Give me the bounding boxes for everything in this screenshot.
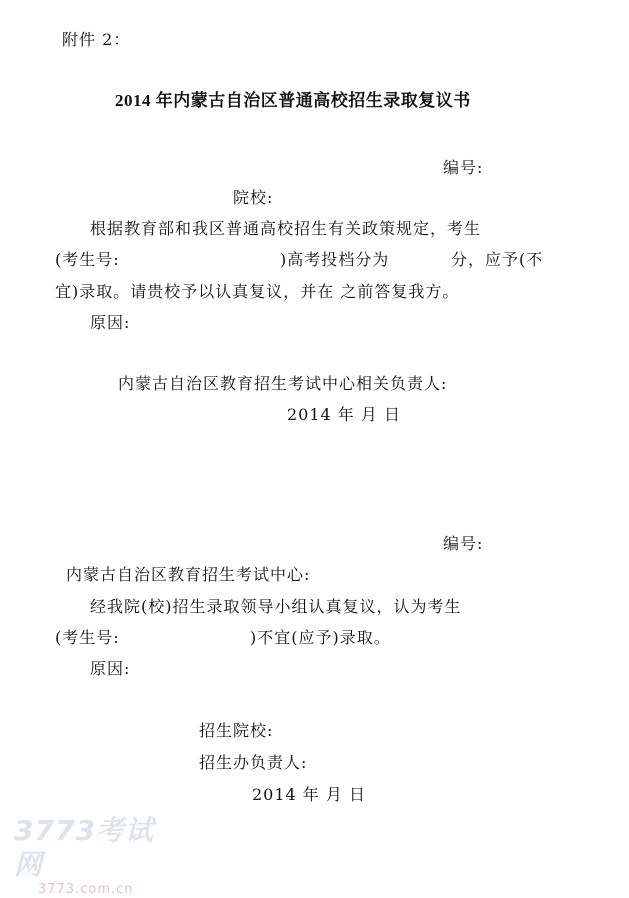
site-watermark xyxy=(14,814,174,897)
form2-number-label: 编号: xyxy=(443,534,484,553)
form1-addressee: 院校: xyxy=(233,188,274,207)
form1-date: 2014 年 月 日 xyxy=(287,405,401,424)
form2-body-line1: 经我院(校)招生录取领导小组认真复议，认为考生 xyxy=(90,597,462,616)
form1-admission-text: 分，应予(不 xyxy=(451,250,544,269)
form2-candidate-number-label: (考生号: xyxy=(55,628,120,647)
watermark-logo-text: 3773考试网 xyxy=(14,814,154,881)
watermark-url: 3773.com.cn xyxy=(38,882,134,897)
document-title: 2014 年内蒙古自治区普通高校招生录取复议书 xyxy=(115,91,471,110)
form1-body-line3: 宜)录取。请贵校予以认真复议，并在 之前答复我方。 xyxy=(55,282,460,301)
form1-body-line1: 根据教育部和我区普通高校招生有关政策规定，考生 xyxy=(90,219,482,238)
form2-addressee: 内蒙古自治区教育招生考试中心: xyxy=(66,565,311,584)
attachment-label: 附件 2： xyxy=(62,30,131,49)
form2-admission-text: )不宜(应予)录取。 xyxy=(250,628,391,647)
form2-school-label: 招生院校: xyxy=(199,721,274,740)
form2-office-head-label: 招生办负责人: xyxy=(199,753,308,772)
form2-reason-label: 原因: xyxy=(90,659,131,678)
form1-reason-label: 原因: xyxy=(90,313,131,332)
form1-signer-label: 内蒙古自治区教育招生考试中心相关负责人: xyxy=(118,374,448,393)
form1-number-label: 编号: xyxy=(443,158,484,177)
form2-date: 2014 年 月 日 xyxy=(252,785,366,804)
form1-score-label: )高考投档分为 xyxy=(280,250,390,269)
form1-candidate-number-label: (考生号: xyxy=(55,250,120,269)
